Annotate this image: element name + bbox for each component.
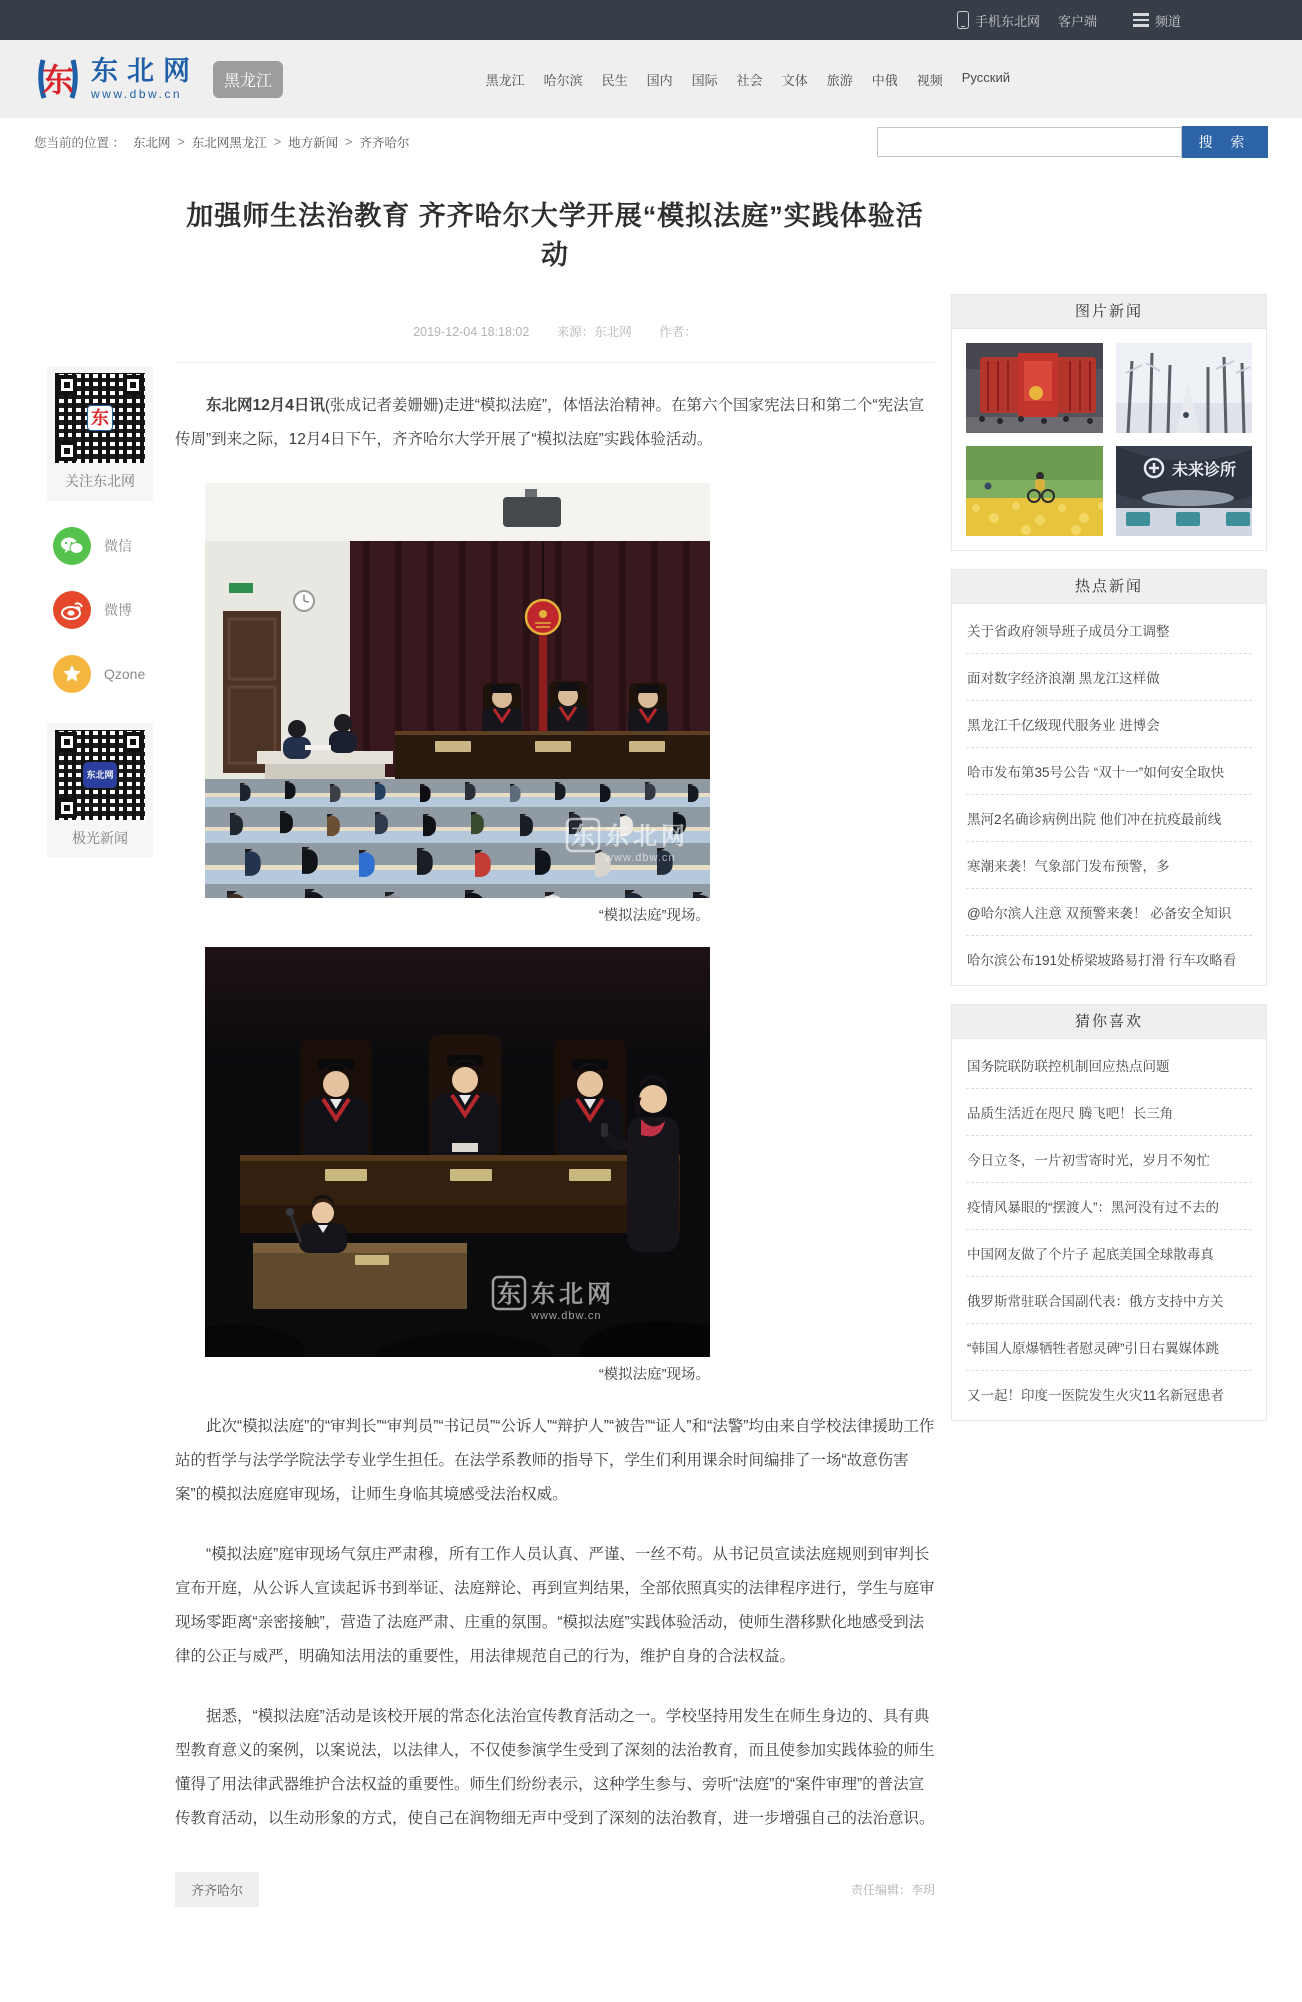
hot-news-item[interactable]: @哈尔滨人注意 双预警来袭！ 必备安全知识 <box>966 889 1252 936</box>
article-tag-qiqihar[interactable]: 齐齐哈尔 <box>175 1872 259 1907</box>
topbar <box>0 0 1302 40</box>
photo-news-thumb-autumn[interactable] <box>966 446 1103 536</box>
guess-like-item[interactable]: 中国网友做了个片子 起底美国全球散毒真 <box>966 1230 1252 1277</box>
topbar-mobile-link[interactable] <box>948 11 1049 30</box>
share-column <box>47 366 153 858</box>
guess-like-title: 猜你喜欢 <box>952 1005 1266 1039</box>
guess-like-item[interactable]: 品质生活近在咫尺 腾飞吧！长三角 <box>966 1089 1252 1136</box>
paragraph-lead: 东北网12月4日讯 <box>206 397 325 414</box>
guess-like-box <box>951 1004 1267 1421</box>
wechat-label: 微信 <box>104 538 132 554</box>
qr-follow-box <box>47 366 153 501</box>
qr-code-jiguang <box>55 730 145 820</box>
nav-item-guoji[interactable]: 国际 <box>691 72 718 88</box>
guess-like-item[interactable]: 又一起！印度一医院发生火灾11名新冠患者 <box>967 1388 1225 1403</box>
sidebar <box>951 178 1267 1907</box>
nav-item-minsheng[interactable]: 民生 <box>601 72 628 88</box>
logo-name: 东北网 <box>91 56 199 86</box>
svg-text:未来诊所: 未来诊所 <box>1171 462 1236 479</box>
article-paragraph-3: “模拟法庭”庭审现场气氛庄严肃穆，所有工作人员认真、严谨、一丝不苟。从书记员宣读法庭规则到审判长宣布开庭，从公诉人宣读起诉书到举证、法庭辩论、再到宣判结果，全部依照真实的法律程序进行，学生与庭审现场零距离“亲密接触”，营造了法庭严肃、庄重的氛围。“模拟法庭”实践体验活动，使师生潜移默化地感受到法律的公正与威严，明确知法用法的重要性，用法律规范自己的行为，维护自身的合法权益。 <box>175 1546 935 1665</box>
qzone-label: Qzone <box>104 666 146 682</box>
guess-like-item[interactable]: 今日立冬，一片初雪寄时光，岁月不匆忙 <box>966 1136 1252 1183</box>
hot-news-item[interactable]: 哈市发布第35号公告 “双十一”如何安全取快 <box>966 748 1252 795</box>
topbar-client-link[interactable] <box>1049 11 1106 30</box>
svg-text:东北网: 东北网 <box>605 823 689 850</box>
qr-follow-label: 关注东北网 <box>65 473 135 489</box>
article-paragraph-1: 东北网12月4日讯(张成记者姜姗姗)走进“模拟法庭”，体悟法治精神。在第六个国家宪法日和第二个“宪法宣传周”到来之际，12月4日下午，齐齐哈尔大学开展了“模拟法庭”实践体验活动。 <box>175 397 925 448</box>
article-datetime: 2019-12-04 18:18:02 <box>413 325 530 339</box>
article-photo-bench-closeup <box>205 947 710 1357</box>
photo-caption-1: “模拟法庭”现场。 <box>598 908 710 924</box>
guess-like-item[interactable]: 疫情风暴眼的“摆渡人”：黑河没有过不去的 <box>966 1183 1252 1230</box>
qr-code-follow <box>55 373 145 463</box>
article-author: 作者： <box>659 325 697 339</box>
logo-url: www.dbw.cn <box>91 87 183 101</box>
nav-item-guonei[interactable]: 国内 <box>646 72 673 88</box>
photo-caption-2: “模拟法庭”现场。 <box>598 1367 710 1383</box>
share-weibo-button[interactable] <box>53 591 153 629</box>
editor-credit: 责任编辑：李玥 <box>850 1883 935 1897</box>
article-title: 加强师生法治教育 齐齐哈尔大学开展“模拟法庭”实践体验活动 <box>186 201 924 270</box>
hot-news-box <box>951 569 1267 986</box>
breadcrumb-separator: > <box>177 135 185 149</box>
weibo-label: 微博 <box>104 602 132 618</box>
hot-news-item[interactable]: 黑龙江千亿级现代服务业 进博会 <box>966 701 1252 748</box>
nav-item-shipin[interactable]: 视频 <box>916 72 943 88</box>
breadcrumb-separator: > <box>273 135 282 149</box>
svg-text:东: 东 <box>571 823 595 850</box>
topbar-channel-link[interactable] <box>1124 11 1190 30</box>
search-button[interactable]: 搜 索 <box>1182 126 1268 158</box>
article-source: 来源：东北网 <box>556 325 632 339</box>
article-paragraph-2: 此次“模拟法庭”的“审判长”“审判员”“书记员”“公诉人”“辩护人”“被告”“证人”和“法警”均由来自学校法律援助工作站的哲学与法学学院法学专业学生担任。在法学系教师的指导下，学生们利用课余时间编排了一场“故意伤害案”的模拟法庭庭审现场，让师生身临其境感受法治权威。 <box>175 1418 935 1503</box>
guess-like-item[interactable]: 国务院联防联控机制回应热点问题 <box>966 1042 1252 1089</box>
site-header <box>0 40 1302 118</box>
svg-text:www.dbw.cn: www.dbw.cn <box>531 1310 602 1322</box>
search-input[interactable] <box>877 127 1182 157</box>
guess-like-item[interactable]: “韩国人原爆牺牲者慰灵碑”引日右翼媒体跳 <box>966 1324 1252 1371</box>
article-photo-courtroom-wide <box>205 483 710 898</box>
qr-jiguang-label: 极光新闻 <box>72 830 128 846</box>
nav-item-heilongjiang[interactable]: 黑龙江 <box>485 72 525 88</box>
wechat-icon <box>53 527 91 565</box>
nav-item-zhonge[interactable]: 中俄 <box>871 72 898 88</box>
site-logo[interactable] <box>35 55 283 103</box>
region-badge: 黑龙江 <box>213 61 283 98</box>
photo-news-thumb-snow[interactable] <box>1116 343 1253 433</box>
article-paragraph-4: 据悉，“模拟法庭”活动是该校开展的常态化法治宣传教育活动之一。学校坚持用发生在师生身边的、具有典型教育意义的案例，以案说法，以法律人，不仅使参演学生受到了深刻的法治教育，而且使参加实践体验的师生懂得了用法律武器维护合法权益的重要性。师生们纷纷表示，这种学生参与、旁听“法庭”的“案件审理”的普法宣传教育活动，以生动形象的方式，使自己在润物细无声中受到了深刻的法治教育，进一步增强自己的法治意识。 <box>175 1708 935 1827</box>
guess-like-list <box>952 1039 1266 1420</box>
photo-news-thumb-clinic[interactable] <box>1116 446 1253 536</box>
hot-news-item[interactable]: 哈尔滨公布191处桥梁坡路易打滑 行车攻略看 <box>967 953 1237 968</box>
nav-item-russian[interactable]: Русский <box>961 69 1010 85</box>
photo-news-box <box>951 294 1267 551</box>
qzone-icon <box>53 655 91 693</box>
topbar-client-label: 客户端 <box>1057 13 1097 29</box>
hot-news-item[interactable]: 关于省政府领导班子成员分工调整 <box>966 607 1252 654</box>
main-nav <box>486 70 1010 89</box>
logo-glyph-icon <box>35 55 81 103</box>
qr-center-logo: 东北网 <box>83 762 117 788</box>
search-bar <box>877 126 1268 158</box>
svg-text:www.dbw.cn: www.dbw.cn <box>605 852 676 864</box>
qr-jiguang-box <box>47 723 153 858</box>
hot-news-item[interactable]: 面对数字经济浪潮 黑龙江这样做 <box>966 654 1252 701</box>
hot-news-item[interactable]: 寒潮来袭！气象部门发布预警，多 <box>966 842 1252 889</box>
breadcrumb-row <box>0 118 1302 166</box>
nav-item-wenti[interactable]: 文体 <box>781 72 808 88</box>
qr-center-logo: 东 <box>87 405 113 431</box>
article-card <box>35 178 935 1907</box>
share-wechat-button[interactable] <box>53 527 153 565</box>
photo-news-grid <box>952 329 1266 550</box>
svg-text:东北网: 东北网 <box>531 1281 615 1308</box>
hot-news-list <box>952 604 1266 985</box>
svg-text:东: 东 <box>497 1281 521 1308</box>
breadcrumb-link-local-news[interactable]: 地方新闻 <box>288 136 339 150</box>
menu-icon <box>1133 13 1149 27</box>
article-meta <box>175 322 935 340</box>
topbar-channel-label: 频道 <box>1154 13 1181 29</box>
breadcrumb-link-qiqihar[interactable]: 齐齐哈尔 <box>359 136 410 150</box>
weibo-icon <box>53 591 91 629</box>
nav-item-lvyou[interactable]: 旅游 <box>826 72 853 88</box>
nav-item-shehui[interactable]: 社会 <box>736 72 763 88</box>
phone-icon <box>957 11 969 29</box>
topbar-mobile-label: 手机东北网 <box>974 13 1040 29</box>
breadcrumb-label: 您当前的位置 ： <box>34 136 125 150</box>
breadcrumb-link-heilongjiang[interactable]: 东北网黑龙江 <box>191 136 267 150</box>
breadcrumb-separator: > <box>345 135 353 149</box>
breadcrumb-link-home[interactable]: 东北网 <box>132 136 171 150</box>
article-content <box>175 194 935 1907</box>
page-body <box>0 166 1302 1947</box>
article-footer <box>175 1872 935 1907</box>
nav-item-harbin[interactable]: 哈尔滨 <box>543 72 583 88</box>
share-qzone-button[interactable] <box>53 655 153 693</box>
hot-news-item[interactable]: 黑河2名确诊病例出院 他们冲在抗疫最前线 <box>966 795 1252 842</box>
svg-text:东: 东 <box>41 62 75 98</box>
hot-news-title: 热点新闻 <box>952 570 1266 604</box>
guess-like-item[interactable]: 俄罗斯常驻联合国副代表：俄方支持中方关 <box>966 1277 1252 1324</box>
meta-divider <box>175 362 935 363</box>
photo-news-thumb-expo[interactable] <box>966 343 1103 433</box>
photo-news-title: 图片新闻 <box>952 295 1266 329</box>
